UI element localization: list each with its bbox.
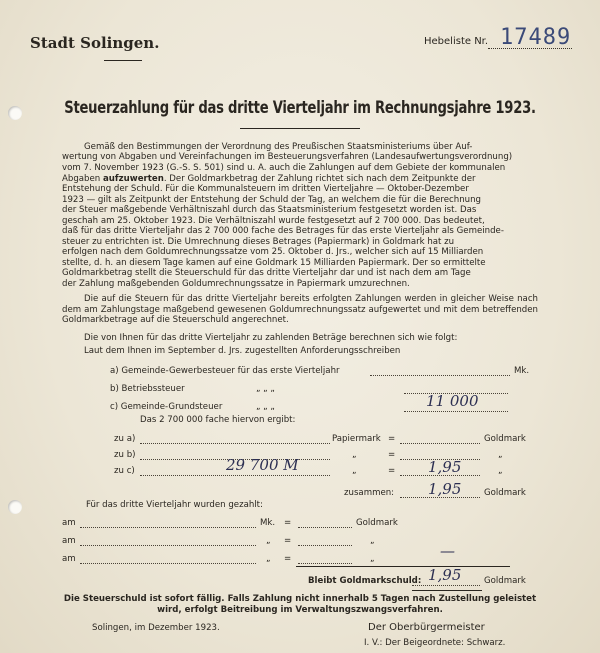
factor-label: Das 2 700 000 fache hiervon ergibt:	[140, 415, 296, 425]
item-b-ditto: „ „ „	[256, 384, 275, 394]
para-line: der Steuer maßgebende Verhältniszahl durch das Staatsministerium festgesetzt worden ist. Das	[62, 205, 477, 215]
zu-c-eq: =	[388, 466, 396, 476]
item-a-label: a) Gemeinde-Gewerbesteuer für das erste Vierteljahr	[110, 366, 340, 376]
payment-2-ditto: „	[266, 536, 271, 546]
zu-a-eq: =	[388, 434, 396, 444]
payments-intro: Für das dritte Vierteljahr wurden gezahlt:	[86, 500, 263, 510]
item-c-label: c) Gemeinde-Grundsteuer	[110, 402, 223, 412]
signatory: I. V.: Der Beigeordnete: Schwarz.	[364, 638, 506, 648]
para-line: daß für das dritte Vierteljahr das 2 700 000 fache des Betrages für das erste Vierteljahr als Gemeinde-	[62, 226, 504, 236]
payment-2-line	[80, 545, 256, 546]
authority: Der Oberbürgermeister	[368, 622, 485, 633]
para-segment: . Der Goldmarkbetrag der Zahlung richtet sich nach dem Zeitpunkte der	[163, 174, 476, 184]
payment-1-eq: =	[284, 518, 292, 528]
balance-rule	[412, 590, 482, 591]
item-b-label: b) Betriebssteuer	[110, 384, 185, 394]
zu-a-papiermark: Papiermark	[332, 434, 381, 444]
para-line	[62, 174, 476, 184]
payment-3-eq: =	[284, 554, 292, 564]
zu-c-handwritten-papiermark: 29 700 M	[226, 456, 299, 474]
item-a-unit: Mk.	[514, 366, 530, 376]
para-emphasis: aufzuwerten	[102, 174, 164, 184]
para-segment: Abgaben	[62, 174, 101, 184]
place-date: Solingen, im Dezember 1923.	[92, 623, 220, 633]
balance-unit: Goldmark	[484, 576, 526, 586]
payment-1-mk: Mk.	[260, 518, 276, 528]
para-line: 1923 — gilt als Zeitpunkt der Entstehung der Schuld der Tag, an welchem die für die Berechnung	[62, 195, 482, 205]
payment-3-am: am	[62, 554, 76, 564]
sum-rule	[296, 566, 510, 567]
punch-hole	[8, 106, 22, 120]
paragraph-letter-ref: Laut dem Ihnen im September d. Jrs. zugestellten Anforderungsschreiben	[84, 346, 401, 356]
zu-b-label: zu b)	[114, 450, 136, 460]
zu-c-gold-ditto: „	[498, 466, 503, 476]
para-line: geschah am 25. Oktober 1923. Die Verhältniszahl wurde festgesetzt auf 2 700 000. Das bedeutet,	[62, 216, 485, 226]
zu-b-eq: =	[388, 450, 396, 460]
due-notice: Die Steuerschuld ist sofort fällig. Falls Zahlung nicht innerhalb 5 Tagen nach Zustellung geleistet wird, erfolgt Beitreibung im Verwaltungszwangsverfahren.	[63, 594, 537, 615]
item-c-handwritten-value: 11 000	[426, 392, 479, 410]
punch-hole	[8, 500, 22, 514]
para-line: erfolgen nach dem Goldumrechnungssatze vom 25. Oktober d. Jrs., welcher sich auf 15 Milliarden	[62, 247, 484, 257]
zusammen-goldmark: Goldmark	[484, 488, 526, 498]
hebeliste-label: Hebeliste Nr.	[424, 36, 489, 47]
item-c-dotted-line	[404, 411, 508, 412]
payment-2-eq: =	[284, 536, 292, 546]
zu-c-ditto: „	[352, 466, 357, 476]
payment-2-gold-ditto: „	[370, 536, 375, 546]
zu-a-label: zu a)	[114, 434, 136, 444]
zusammen-label: zusammen:	[344, 488, 395, 498]
payment-3-gold-line	[298, 563, 352, 564]
para-line: vom 7. November 1923 (G.-S. S. 501) sind u. A. auch die Zahlungen auf dem Gebiete der kommunalen	[62, 163, 506, 173]
zu-c-dotted-line	[140, 475, 330, 476]
payments-handwritten-dash: —	[440, 542, 455, 560]
paragraph-calc-intro: Die von Ihnen für das dritte Vierteljahr zu zahlenden Beträge berechnen sich wie folgt:	[84, 333, 458, 343]
para-line: Entstehung der Schuld. Für die Kommunalsteuern im dritten Vierteljahre — Oktober-Dezember	[62, 184, 469, 194]
city-underline	[104, 60, 142, 61]
document-title: Steuerzahlung für das dritte Vierteljahr im Rechnungsjahre 1923.	[64, 98, 536, 118]
payment-2-gold-line	[298, 545, 352, 546]
payment-1-am: am	[62, 518, 76, 528]
payment-2-am: am	[62, 536, 76, 546]
payment-3-line	[80, 563, 256, 564]
zu-b-ditto: „	[352, 450, 357, 460]
payment-1-goldmark: Goldmark	[356, 518, 398, 528]
zu-a-gold-line	[400, 443, 480, 444]
paragraph-payments-note: Die auf die Steuern für das dritte Vierteljahr bereits erfolgten Zahlungen werden in gleicher Weise nach dem am Zahlungstage maßgebend gewesenen Goldumrechnungssatz aufgewertet und mit dem betreffenden Goldmarkbetrage auf die Steuerschuld angerechnet.	[62, 294, 538, 326]
zusammen-handwritten-goldmark: 1,95	[428, 480, 462, 498]
para-line: der Zahlung maßgebenden Goldumrechnungssatze in Papiermark umzurechnen.	[62, 279, 410, 289]
hebeliste-number: 17489	[500, 25, 572, 50]
title-rule	[240, 128, 360, 129]
balance-line	[412, 585, 480, 586]
item-c-ditto: „ „ „	[256, 402, 275, 412]
para-line: stellte, d. h. an diesem Tage kamen auf eine Goldmark 15 Milliarden Papiermark. Der so ermittelte	[62, 258, 486, 268]
para-line: wertung von Abgaben und Vereinfachungen im Besteuerungsverfahren (Landesaufwertungsverordnung)	[62, 152, 513, 162]
item-a-dotted-line	[370, 375, 510, 376]
para-line: Gemäß den Bestimmungen der Verordnung des Preußischen Staatsministeriums über Auf-	[84, 142, 473, 152]
zu-c-label: zu c)	[114, 466, 135, 476]
zu-a-dotted-line	[140, 443, 330, 444]
balance-label: Bleibt Goldmarkschuld:	[308, 576, 422, 586]
payment-1-line	[80, 527, 256, 528]
payment-3-ditto: „	[266, 554, 271, 564]
zu-b-gold-ditto: „	[498, 450, 503, 460]
payment-1-gold-line	[298, 527, 352, 528]
para-line: steuer zu entrichten ist. Die Umrechnung dieses Betrages (Papiermark) in Goldmark hat zu	[62, 237, 455, 247]
city-name: Stadt Solingen.	[30, 34, 160, 52]
para-line: Goldmarkbetrag stellt die Steuerschuld für das dritte Vierteljahr dar und ist nach dem am Tage	[62, 268, 471, 278]
zu-c-handwritten-goldmark: 1,95	[428, 458, 462, 476]
payment-3-gold-ditto: „	[370, 554, 375, 564]
balance-handwritten-value: 1,95	[428, 566, 462, 584]
zu-a-goldmark: Goldmark	[484, 434, 526, 444]
